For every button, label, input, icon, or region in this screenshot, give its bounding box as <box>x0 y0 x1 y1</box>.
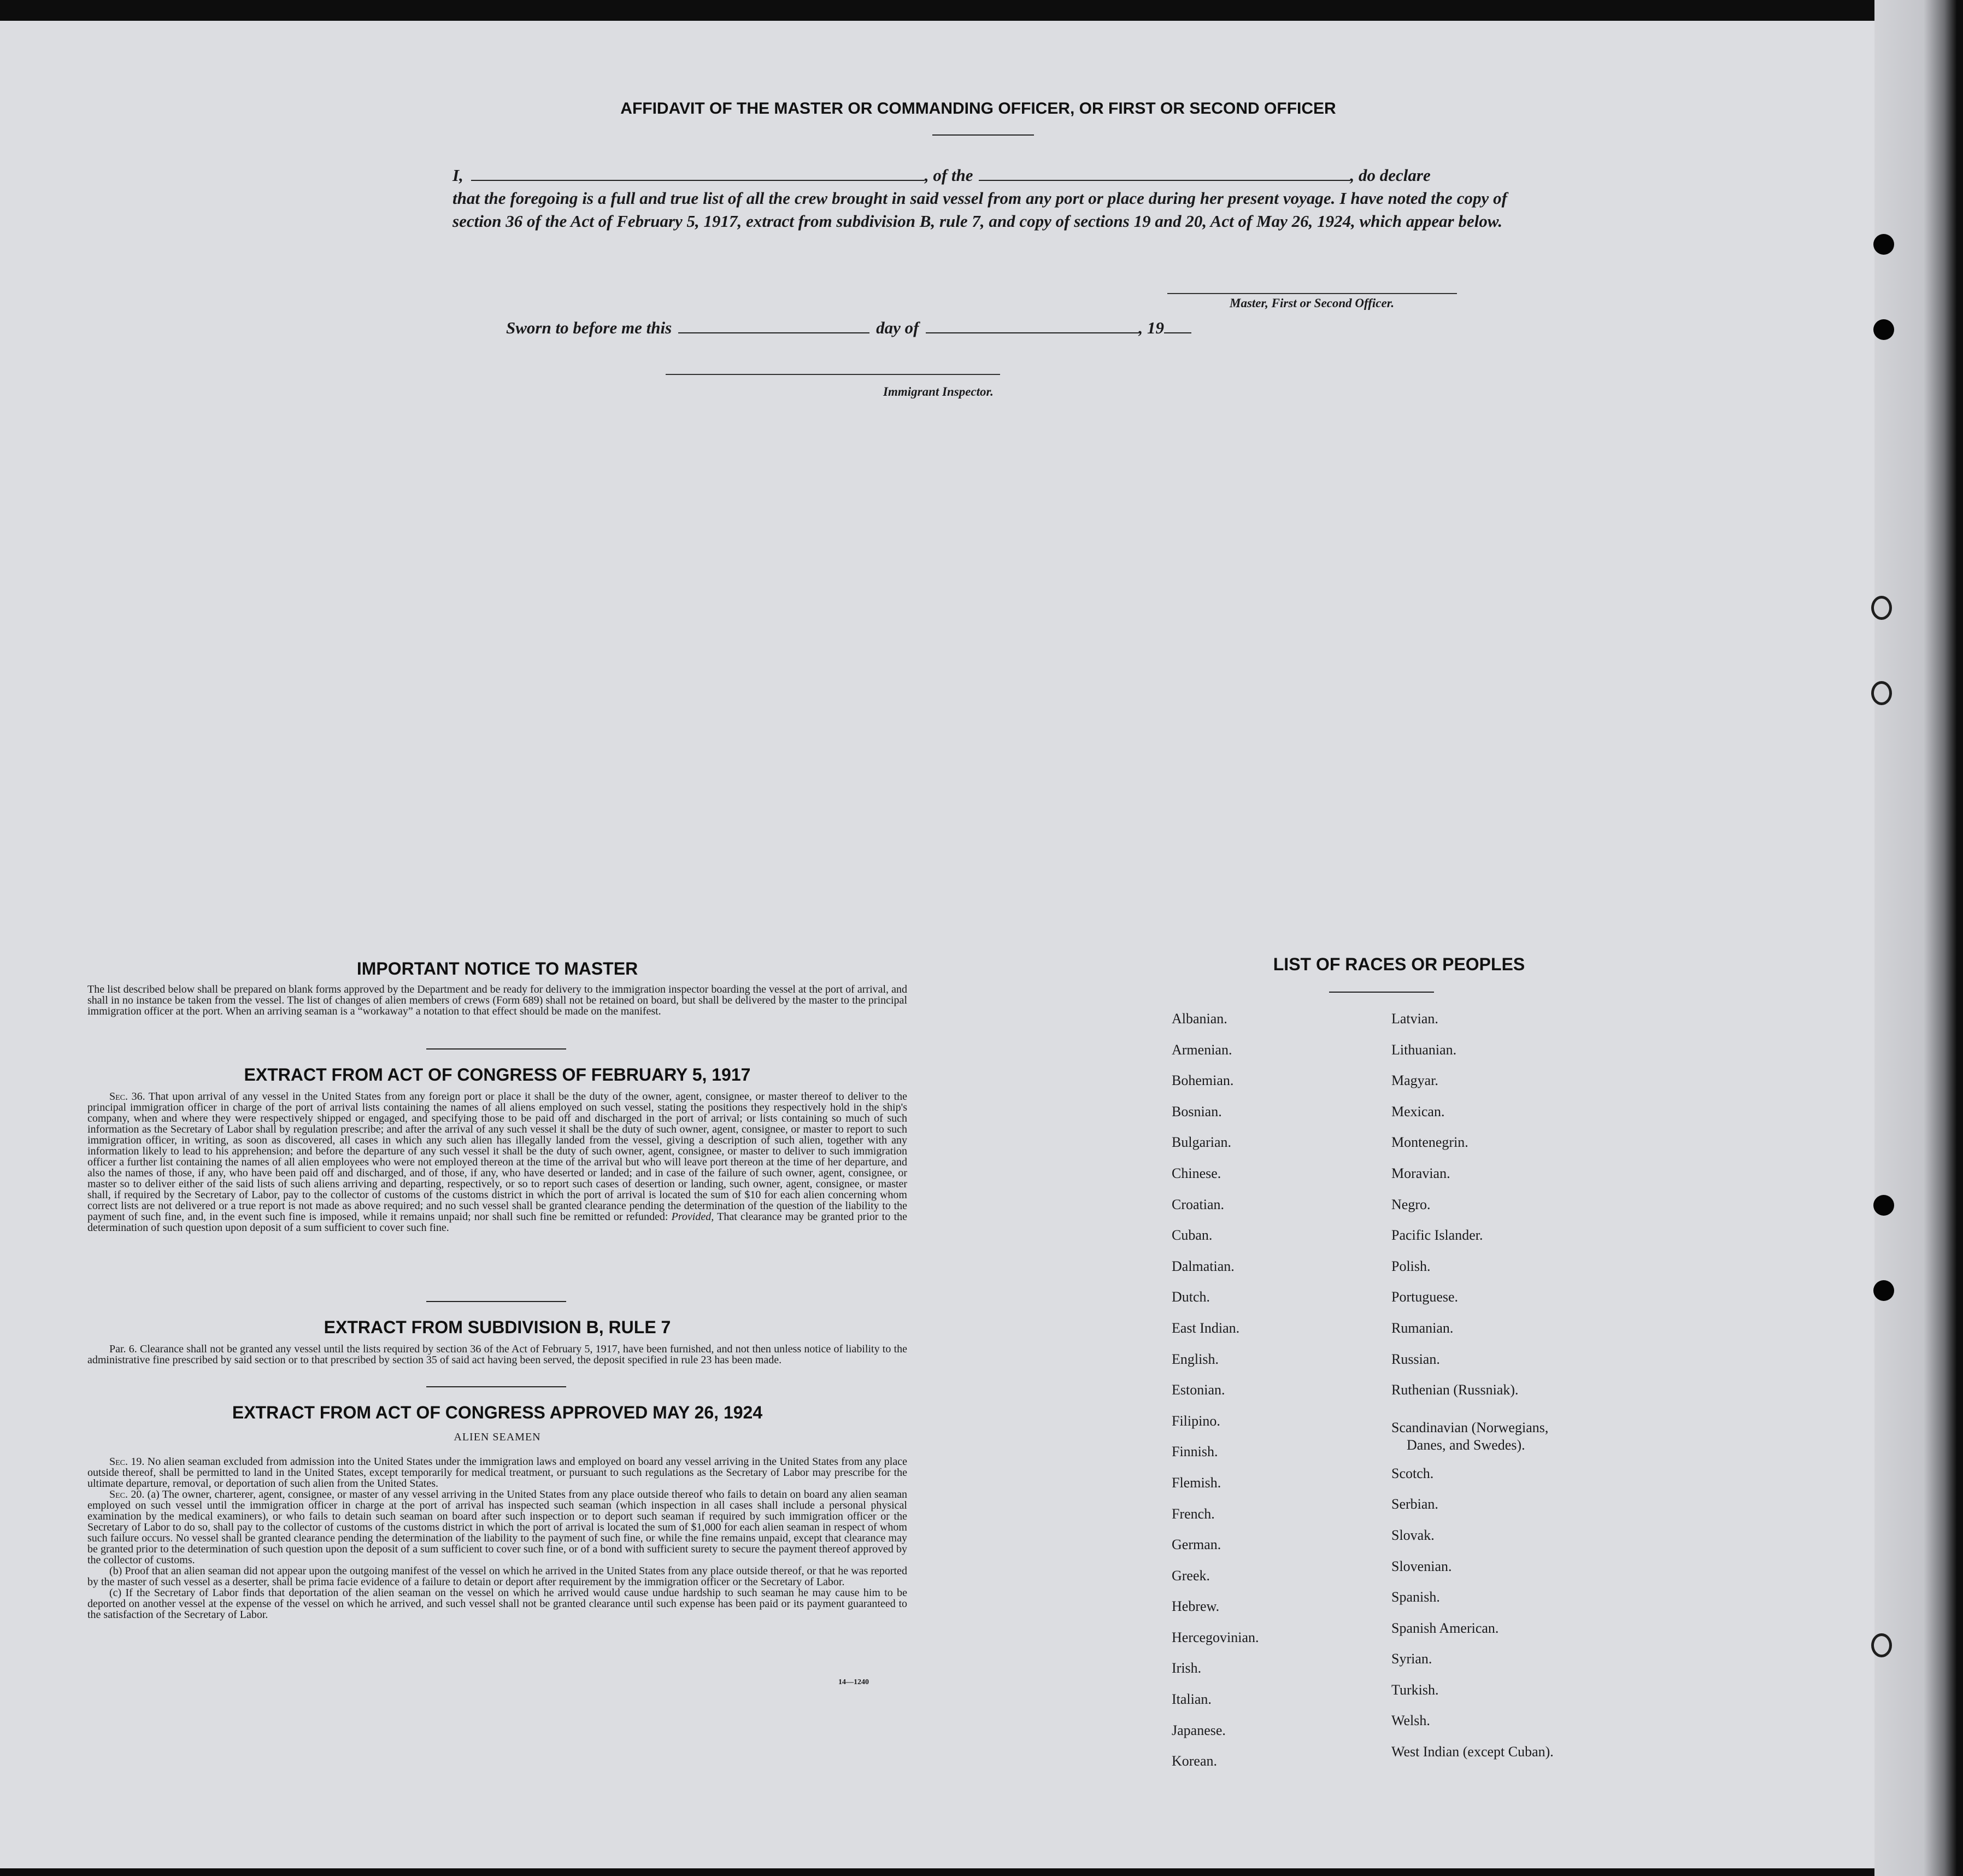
extract-1924-title: EXTRACT FROM ACT OF CONGRESS APPROVED MAY 26, 1924 <box>232 1403 763 1422</box>
inspector-caption: Immigrant Inspector. <box>883 385 994 398</box>
race-list-item: West Indian (except Cuban). <box>1391 1744 1554 1760</box>
sec-20b-text: (b) Proof that an alien seaman did not appear upon the outgoing manifest of the vessel on which he arrived in the United States from any place outside thereof, or that he was reported by the master of such vessel as a deserter, shall be prima facie evidence of a failure to detain or deport after requirement by the immigration officer or the Secretary of Labor. <box>87 1565 907 1588</box>
master-signature-caption: Master, First or Second Officer. <box>1230 296 1395 310</box>
sec-20-label: Sec. 20. <box>109 1488 145 1500</box>
race-list-item: Hercegovinian. <box>1172 1629 1259 1645</box>
binder-hole <box>1871 596 1892 620</box>
race-list-item: Rumanian. <box>1391 1320 1454 1336</box>
page-edge <box>1874 0 1956 1876</box>
name-blank <box>471 178 925 181</box>
vessel-blank <box>979 178 1350 181</box>
sworn-line <box>506 318 1191 338</box>
extract-1917-body <box>87 1091 907 1233</box>
of-the-label: , of the <box>924 166 973 185</box>
binder-hole <box>1873 319 1894 340</box>
form-number: 14—1240 <box>838 1678 869 1686</box>
extract-1917-title: EXTRACT FROM ACT OF CONGRESS OF FEBRUARY 5, 1917 <box>244 1065 751 1084</box>
races-list-left <box>1172 1004 1259 1777</box>
binder-hole <box>1871 1633 1892 1657</box>
race-list-item: Turkish. <box>1391 1681 1439 1698</box>
i-label: I, <box>452 166 463 185</box>
race-list-item: Finnish. <box>1172 1444 1218 1460</box>
sec-36-tail: That clearance may be granted prior to the determination of such question upon deposit of a sum sufficient to cover such fine. <box>87 1211 908 1234</box>
race-list-item: Armenian. <box>1172 1041 1232 1058</box>
affidavit-title: AFFIDAVIT OF THE MASTER OR COMMANDING OFFICER, OR FIRST OR SECOND OFFICER <box>620 99 1336 118</box>
race-list-item: Pacific Islander. <box>1391 1227 1483 1244</box>
race-list-item: Bosnian. <box>1172 1103 1222 1119</box>
divider <box>932 134 1034 136</box>
race-list-item: Bohemian. <box>1172 1072 1234 1089</box>
divider <box>1329 992 1434 993</box>
race-list-item: Hebrew. <box>1172 1598 1220 1615</box>
extract-rule7-title: EXTRACT FROM SUBDIVISION B, RULE 7 <box>324 1317 671 1337</box>
extract-1924-body <box>87 1456 907 1620</box>
sec-36-text: That upon arrival of any vessel in the United States from any foreign port or place it shall be the duty of the owner, agent, consignee, or master thereof to deliver to the principal immigration officer in charge of the port of arrival lists containing the names of all aliens employed on such vessel, stating the positions they respectively hold in the ship's company, when and where they were respectively shipped or engaged, and specifying those to be paid off and discharged in the port of arrival; or lists containing so much of such information as the Secretary of Labor shall by regulation prescribe; and after the arrival of any such vessel it shall be the duty of such owner, agent, consignee, or master to report to such immigration officer, in writing, as soon as discovered, all cases in which any such alien has illegally landed from the vessel, giving a description of such alien, together with any information likely to lead to his apprehension; and before the departure of any such vessel it shall be the duty of such owner, agent, consignee, or master to deliver to such immigration officer a further list containing the names of all alien employees who were not employed thereon at the time of the arrival but who will leave port thereon at the time of her departure, and also the names of those, if any, who have been paid off and discharged, and of those, if any, who have deserted or landed; and in case of the failure of such owner, agent, consignee, or master so to deliver either of the said lists of such aliens arriving and departing, respectively, or so to report such cases of desertion or landing, such owner, agent, consignee, or master shall, if required by the Secretary of Labor, pay to the collector of customs of the customs district in which the port of arrival is located the sum of $10 for each alien concerning whom correct lists are not delivered or a true report is not made as above required; and no such vessel shall be granted clearance pending the determination of the question of the liability to the payment of such fine, and, in the event such fine is imposed, while it remains unpaid; nor shall such fine be remitted or refunded: <box>87 1091 908 1223</box>
race-list-item: Serbian. <box>1391 1496 1438 1512</box>
race-list-item: Syrian. <box>1391 1651 1432 1667</box>
race-list-item: Spanish. <box>1391 1589 1440 1605</box>
year-blank <box>1164 330 1191 333</box>
race-list-item: Spanish American. <box>1391 1620 1499 1636</box>
race-list-item: Slovak. <box>1391 1527 1435 1543</box>
notice-body: The list described below shall be prepared on blank forms approved by the Department and be ready for delivery to the immigration inspector boarding the vessel at the port of arrival, and shall in no instance be taken from the vessel. The list of changes of alien members of crews (Form 689) shall not be retained on board, but shall be delivered by the master to the principal immigration officer at the port. When an arriving seaman is a “workaway” a notation to that effect should be made on the manifest. <box>87 983 907 1017</box>
race-list-item: Albanian. <box>1172 1011 1227 1027</box>
race-list-item: Latvian. <box>1391 1011 1438 1027</box>
sec-19-text: No alien seaman excluded from admission into the United States under the immigration laws and employed on board any vessel arriving in the United States from any place outside thereof, shall be permitted to land in the United States, except temporarily for medical treatment, or pursuant to such regulations as the Secretary of Labor may prescribe for the ultimate departure, removal, or deportation of such alien from the United States. <box>87 1456 907 1490</box>
race-list-item: English. <box>1172 1351 1219 1367</box>
race-list-item: Greek. <box>1172 1567 1210 1584</box>
race-list-item: Croatian. <box>1172 1196 1225 1212</box>
race-list-item: Polish. <box>1391 1258 1431 1274</box>
race-list-item: Italian. <box>1172 1691 1212 1708</box>
divider <box>426 1386 566 1387</box>
binder-hole <box>1873 1280 1894 1301</box>
race-list-item: Lithuanian. <box>1391 1041 1457 1058</box>
races-list-right <box>1391 1004 1554 1768</box>
notice-title: IMPORTANT NOTICE TO MASTER <box>356 959 638 978</box>
race-list-item: Mexican. <box>1391 1103 1445 1119</box>
race-list-item: Danes, and Swedes). <box>1407 1437 1525 1453</box>
affidavit-body: that the foregoing is a full and true list of all the crew brought in said vessel from any port or place during her present voyage. I have noted the copy of section 36 of the Act of February 5, 1917, extract from subdivision B, rule 7, and copy of sections 19 and 20, Act of May 26, 1924, which appear below. <box>452 189 1507 231</box>
race-list-item: East Indian. <box>1172 1320 1240 1336</box>
race-list-item: German. <box>1172 1537 1221 1553</box>
divider <box>426 1301 566 1302</box>
race-list-item: Welsh. <box>1391 1713 1430 1729</box>
race-list-item: Bulgarian. <box>1172 1134 1232 1151</box>
binder-hole <box>1871 681 1892 705</box>
inspector-signature-line <box>666 374 1000 375</box>
sworn-label: Sworn to before me this <box>506 318 672 337</box>
race-list-item: Japanese. <box>1172 1722 1226 1738</box>
race-list-item: Chinese. <box>1172 1165 1221 1181</box>
race-list-item: Dalmatian. <box>1172 1258 1235 1274</box>
day-blank <box>678 330 869 333</box>
year-label: , 19 <box>1138 318 1164 337</box>
do-declare-label: , do declare <box>1350 166 1431 185</box>
sec-20c-text: (c) If the Secretary of Labor finds that deportation of the alien seaman on the vessel on which he arrived would cause undue hardship to such seaman he may cause him to be deported on another vessel at the expense of the vessel on which he arrived, and such vessel shall not be granted clearance until such expense has been paid or its payment guaranteed to the satisfaction of the Secretary of Labor. <box>87 1587 907 1621</box>
race-list-item: French. <box>1172 1505 1215 1522</box>
race-list-item: Scandinavian (Norwegians, <box>1391 1419 1549 1435</box>
master-signature-line <box>1167 293 1457 294</box>
race-list-item: Ruthenian (Russniak). <box>1391 1382 1519 1398</box>
race-list-item: Estonian. <box>1172 1382 1225 1398</box>
race-list-item: Negro. <box>1391 1196 1431 1212</box>
day-of-label: day of <box>876 318 919 337</box>
race-list-item: Montenegrin. <box>1391 1134 1468 1151</box>
race-list-item: Irish. <box>1172 1660 1202 1676</box>
binder-hole <box>1873 1195 1894 1216</box>
affidavit-text <box>452 164 1507 233</box>
race-list-item: Portuguese. <box>1391 1289 1459 1305</box>
race-list-item: Cuban. <box>1172 1227 1213 1244</box>
alien-seamen-subtitle: ALIEN SEAMEN <box>454 1431 541 1443</box>
race-list-item: Russian. <box>1391 1351 1440 1367</box>
sec-19-label: Sec. 19. <box>109 1456 145 1468</box>
race-list-item: Scotch. <box>1391 1465 1434 1481</box>
race-list-item: Moravian. <box>1391 1165 1450 1181</box>
race-list-item: Slovenian. <box>1391 1558 1452 1574</box>
provided-label: Provided, <box>671 1211 714 1223</box>
race-list-item: Flemish. <box>1172 1474 1221 1491</box>
sec-36-label: Sec. 36. <box>109 1091 145 1103</box>
races-title: LIST OF RACES OR PEOPLES <box>1273 954 1525 974</box>
race-list-item: Magyar. <box>1391 1072 1438 1089</box>
race-list-item: Korean. <box>1172 1753 1218 1769</box>
race-list-item: Filipino. <box>1172 1412 1220 1429</box>
race-list-item: Dutch. <box>1172 1289 1210 1305</box>
month-blank <box>926 330 1139 333</box>
sec-20a-text: (a) The owner, charterer, agent, consignee, or master of any vessel arriving in the United States from any place outside thereof who fails to detain on board any alien seaman employed on such vessel until the immigration officer in charge at the port of arrival has inspected such seaman (which inspection in all cases shall include a personal physical examination by the medical examiners), or who fails to detain such seaman on board after such inspection or to deport such seaman if required by such immigration officer or the Secretary of Labor to do so, shall pay to the collector of customs of the customs district in which the port of arrival is located the sum of $1,000 for each alien seaman in respect of whom such failure occurs. No vessel shall be granted clearance pending the determination of the liability to the payment of such fine, or while the fine remains unpaid, except that clearance may be granted prior to the determination of such question upon the deposit of a sum sufficient to cover such fine, or of a bond with sufficient surety to secure the payment thereof approved by the collector of customs. <box>87 1488 907 1566</box>
binder-hole <box>1873 234 1894 255</box>
divider <box>426 1048 566 1050</box>
extract-rule7-body: Par. 6. Clearance shall not be granted any vessel until the lists required by section 36 of the Act of February 5, 1917, have been furnished, and not then unless notice of liability to the administrative fine prescribed by said section or to that prescribed by section 35 of said act having been served, the deposit specified in rule 23 has been made. <box>87 1343 907 1366</box>
